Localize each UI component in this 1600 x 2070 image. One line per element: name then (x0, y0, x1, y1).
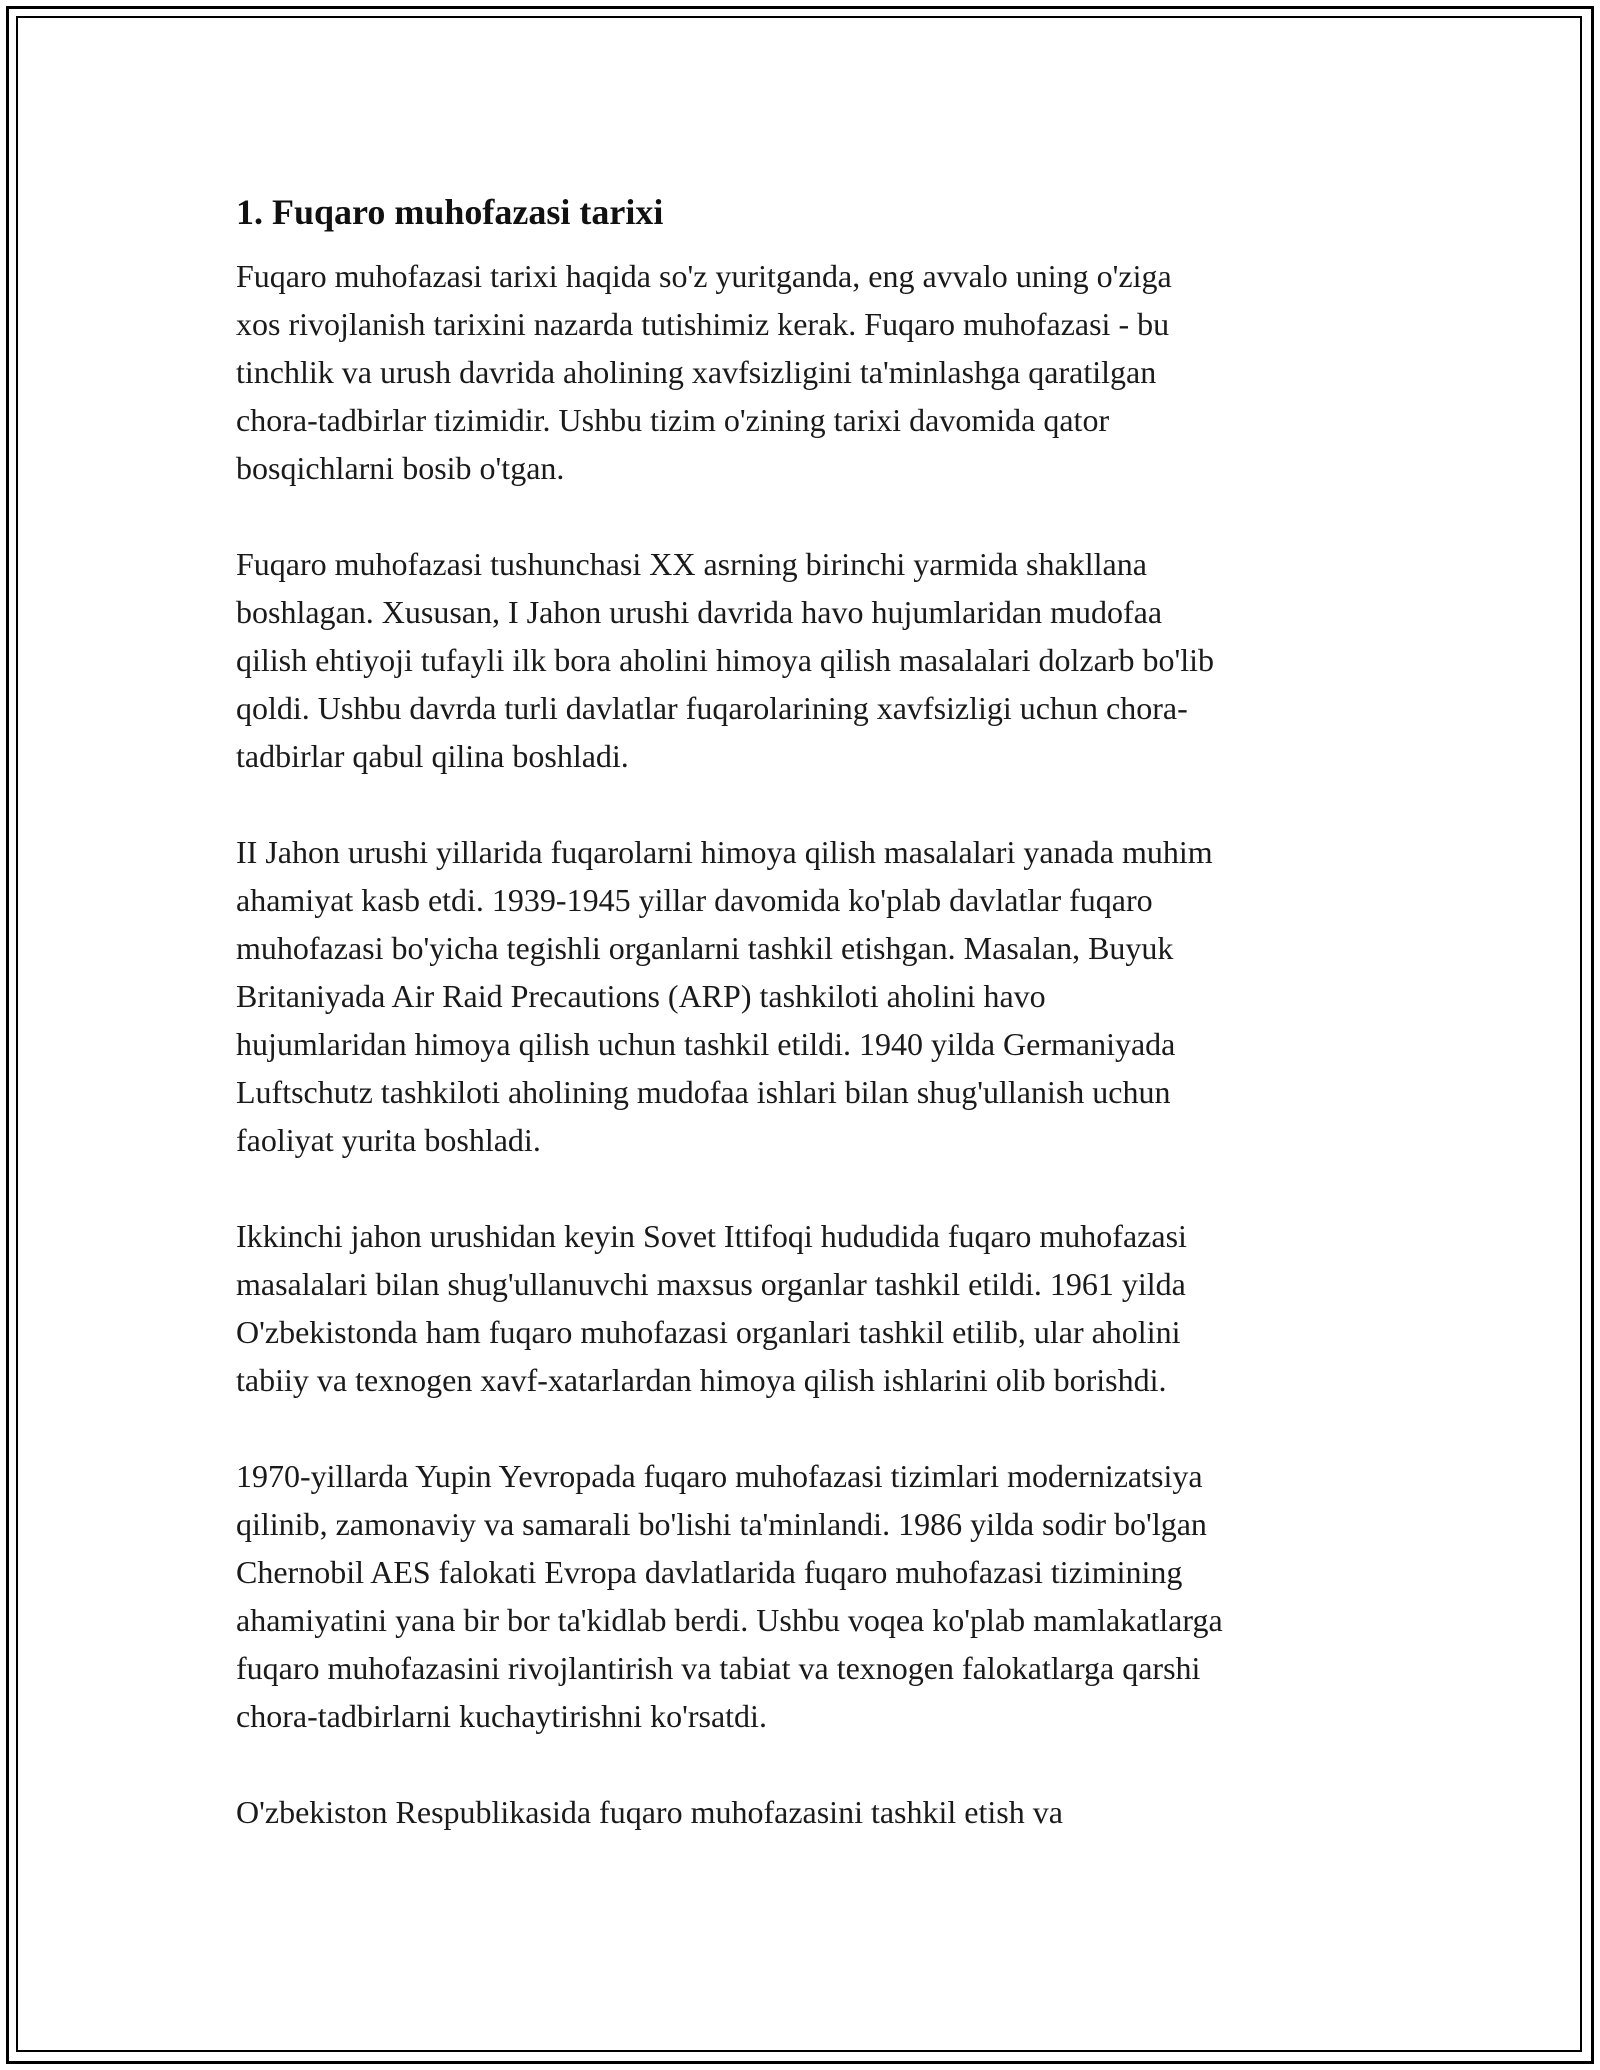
paragraph-5: 1970-yillarda Yupin Yevropada fuqaro muhofazasi tizimlari modernizatsiya qilinib, zamonaviy va samarali bo'lishi ta'minlandi. 1986 yilda sodir bo'lgan Chernobil AES falokati Evropa davlatlarida fuqaro muhofazasi tizimining ahamiyatini yana bir bor ta'kidlab berdi. Ushbu voqea ko'plab mamlakatlarga fuqaro muhofazasini rivojlantirish va tabiat va texnogen falokatlarga qarshi chora-tadbirlarni kuchaytirishni ko'rsatdi. (236, 1458, 1223, 1734)
paragraph-3: II Jahon urushi yillarida fuqarolarni himoya qilish masalalari yanada muhim ahamiyat kasb etdi. 1939-1945 yillar davomida ko'plab davlatlar fuqaro muhofazasi bo'yicha tegishli organlarni tashkil etishgan. Masalan, Buyuk Britaniyada Air Raid Precautions (ARP) tashkiloti aholini havo hujumlaridan himoya qilish uchun tashkil etildi. 1940 yilda Germaniyada Luftschutz tashkiloti aholining mudofaa ishlari bilan shug'ullanish uchun faoliyat yurita boshladi. (236, 834, 1213, 1158)
paragraph-2: Fuqaro muhofazasi tushunchasi XX asrning birinchi yarmida shakllana boshlagan. Xususan, I Jahon urushi davrida havo hujumlaridan mudofaa qilish ehtiyoji tufayli ilk bora aholini himoya qilish masalalari dolzarb bo'lib qoldi. Ushbu davrda turli davlatlar fuqarolarining xavfsizligi uchun chora- tadbirlar qabul qilina boshladi. (236, 546, 1215, 774)
section-heading: 1. Fuqaro muhofazasi tarixi (236, 192, 664, 232)
paragraph-6: O'zbekiston Respublikasida fuqaro muhofazasini tashkil etish va (236, 1794, 1063, 1830)
paragraph-1: Fuqaro muhofazasi tarixi haqida so'z yuritganda, eng avvalo uning o'ziga xos rivojlanish tarixini nazarda tutishimiz kerak. Fuqaro muhofazasi - bu tinchlik va urush davrida aholining xavfsizligini ta'minlashga qaratilgan chora-tadbirlar tizimidir. Ushbu tizim o'zining tarixi davomida qator bosqichlarni bosib o'tgan. (236, 258, 1172, 486)
paragraph-4: Ikkinchi jahon urushidan keyin Sovet Ittifoqi hududida fuqaro muhofazasi masalalari bilan shug'ullanuvchi maxsus organlar tashkil etildi. 1961 yilda O'zbekistonda ham fuqaro muhofazasi organlari tashkil etilib, ular aholini tabiiy va texnogen xavf-xatarlardan himoya qilish ishlarini olib borishdi. (236, 1218, 1187, 1398)
document-body (236, 186, 1386, 1884)
